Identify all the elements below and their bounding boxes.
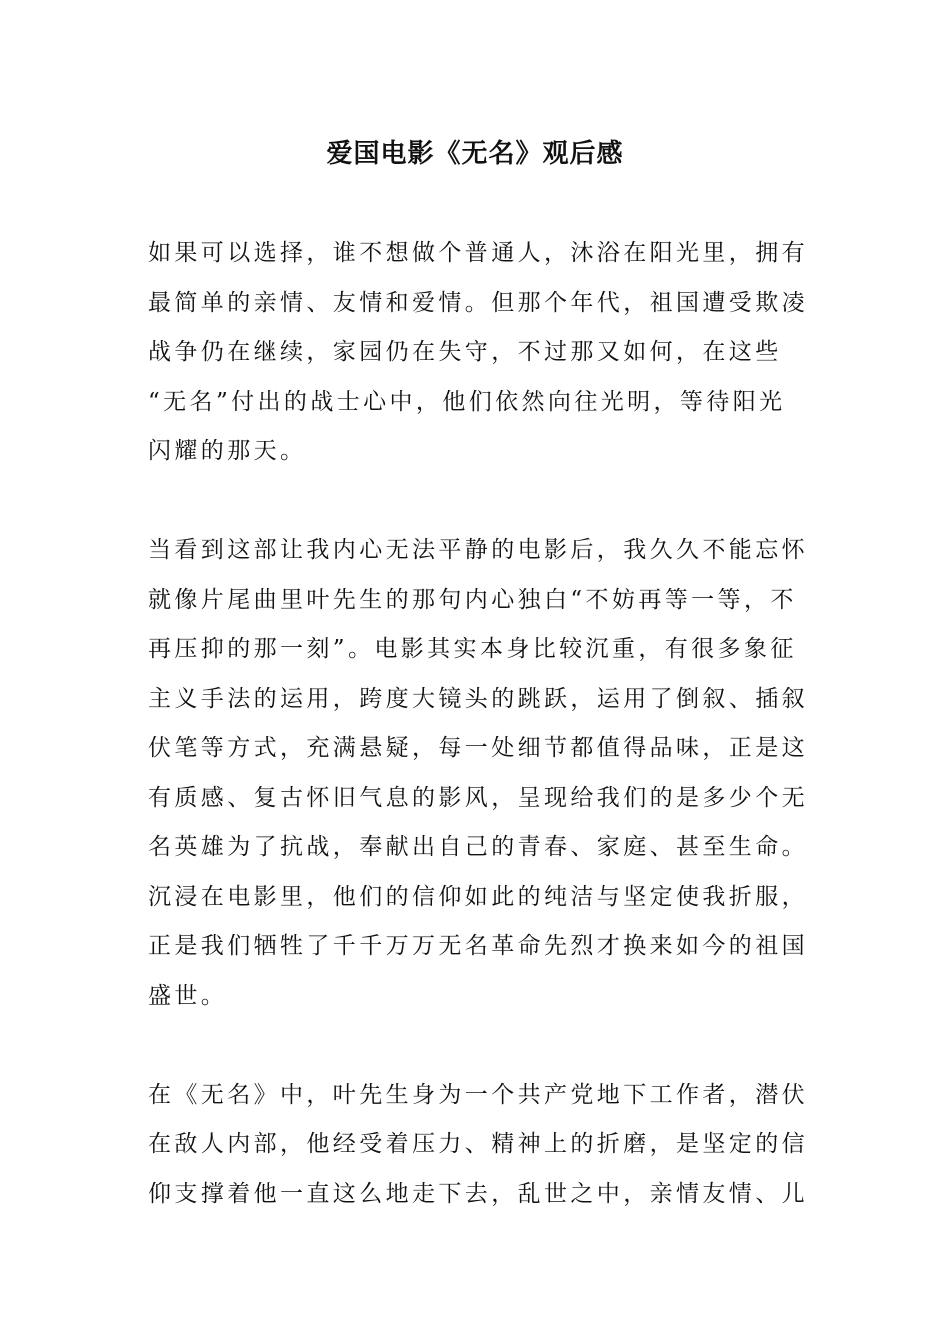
document-title: 爱国电影《无名》观后感 bbox=[326, 139, 624, 169]
paragraph-line: 再压抑的那一刻”。电影其实本身比较沉重，有很多象征 bbox=[148, 636, 797, 662]
paragraph-line: 在《无名》中，叶先生身为一个共产党地下工作者，潜伏 bbox=[148, 1081, 808, 1108]
paragraph-line: 正是我们牺牲了千千万万无名革命先烈才换来如今的祖国 bbox=[148, 933, 808, 959]
paragraph-line: “无名”付出的战士心中，他们依然向往光明，等待阳光 bbox=[148, 388, 786, 415]
paragraph-line: 最简单的亲情、友情和爱情。但那个年代，祖国遭受欺凌 bbox=[148, 289, 808, 316]
paragraph-line: 当看到这部让我内心无法平静的电影后，我久久不能忘怀 bbox=[148, 537, 808, 563]
paragraph-line: 仰支撑着他一直这么地走下去，乱世之中，亲情友情、儿 bbox=[148, 1180, 808, 1207]
paragraph-line: 闪耀的那天。 bbox=[148, 438, 307, 464]
paragraph-line: 就像片尾曲里叶先生的那句内心独白“不妨再等一等，不 bbox=[148, 586, 797, 613]
paragraph-line: 在敌人内部，他经受着压力、精神上的折磨，是坚定的信 bbox=[148, 1131, 808, 1157]
paragraph-line: 主义手法的运用，跨度大镜头的跳跃，运用了倒叙、插叙 bbox=[148, 685, 808, 712]
paragraph-gap bbox=[148, 1021, 808, 1071]
paragraph-line: 战争仍在继续，家园仍在失守，不过那又如何，在这些 bbox=[148, 339, 782, 365]
paragraph-1 bbox=[148, 229, 808, 477]
paragraph-3 bbox=[148, 1071, 808, 1220]
paragraph-line: 如果可以选择，谁不想做个普通人，沐浴在阳光里，拥有 bbox=[148, 240, 808, 266]
paragraph-line: 盛世。 bbox=[148, 982, 228, 1009]
paragraph-2 bbox=[148, 526, 808, 1021]
paragraph-line: 伏笔等方式，充满悬疑，每一处细节都值得品味，正是这 bbox=[148, 735, 808, 761]
document-body bbox=[148, 229, 808, 1219]
paragraph-line: 有质感、复古怀旧气息的影风，呈现给我们的是多少个无 bbox=[148, 784, 808, 811]
paragraph-line: 沉浸在电影里，他们的信仰如此的纯洁与坚定使我折服， bbox=[148, 883, 808, 910]
paragraph-gap bbox=[148, 477, 808, 527]
paragraph-line: 名英雄为了抗战，奉献出自己的青春、家庭、甚至生命。 bbox=[148, 834, 808, 860]
